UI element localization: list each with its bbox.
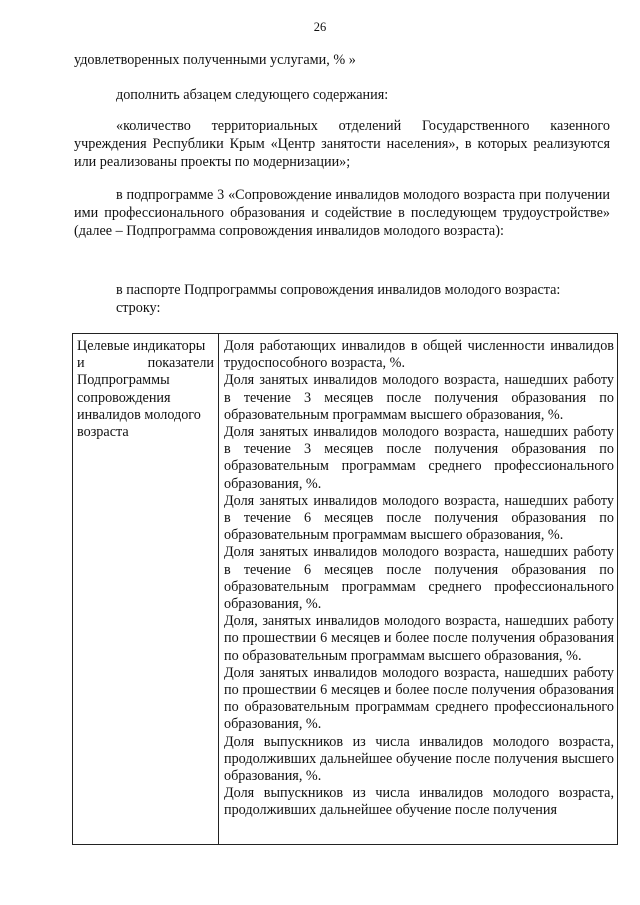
paragraph-quote: «количество территориальных отделений Государственного казенного учреждения Республики Крым «Центр занятости населения», в которых реализуются или реализованы проекты по модернизации»; xyxy=(74,118,610,170)
indicator-item: Доля выпускников из числа инвалидов молодого возраста, продолживших дальнейшее обучение после получения высшего образования, %. xyxy=(224,733,614,785)
table-cell-indicators xyxy=(224,338,614,820)
table-label-line: и показатели xyxy=(77,355,214,372)
paragraph-instruction: дополнить абзацем следующего содержания: xyxy=(116,87,389,103)
indicator-item: Доля занятых инвалидов молодого возраста, нашедших работу в течение 6 месяцев после получения образования по образовательным программам высшего образования, %. xyxy=(224,492,614,544)
indicator-item: Доля выпускников из числа инвалидов молодого возраста, продолживших дальнейшее обучение после получения xyxy=(224,785,614,819)
table-cell-label xyxy=(77,338,214,441)
indicator-item: Доля работающих инвалидов в общей численности инвалидов трудоспособного возраста, %. xyxy=(224,338,614,372)
page-number: 26 xyxy=(313,20,327,34)
indicator-item: Доля занятых инвалидов молодого возраста, нашедших работу по прошествии 6 месяцев и более после получения образования по образовательным программам среднего профессионального образования, %. xyxy=(224,664,614,733)
table-label-line: сопровождения xyxy=(77,389,171,406)
table-column-divider xyxy=(218,334,219,844)
table-label-line: инвалидов молодого xyxy=(77,406,201,423)
table-label-line: возраста xyxy=(77,424,129,441)
indicator-item: Доля, занятых инвалидов молодого возраста, нашедших работу по прошествии 6 месяцев и более после получения образования по образовательным программам высшего образования, %. xyxy=(224,613,614,664)
indicators-table xyxy=(72,333,618,845)
table-label-line: Подпрограммы xyxy=(77,372,170,389)
table-label-line: Целевые индикаторы xyxy=(77,338,206,354)
paragraph-passport: в паспорте Подпрограммы сопровождения инвалидов молодого возраста: xyxy=(116,282,561,298)
indicator-item: Доля занятых инвалидов молодого возраста, нашедших работу в течение 6 месяцев после получения образования по образовательным программам среднего профессионального образования, %. xyxy=(224,544,614,613)
indicator-item: Доля занятых инвалидов молодого возраста, нашедших работу в течение 3 месяцев после получения образования по образовательным программам среднего профессионального образования, %. xyxy=(224,424,614,492)
paragraph-subprogram: в подпрограмме 3 «Сопровождение инвалидов молодого возраста при получении ими профессионального образования и содействие в последующем трудоустройстве» (далее – Подпрограмма сопровождения инвалидов молодого возраста): xyxy=(74,187,610,239)
paragraph-continuation: удовлетворенных полученными услугами, % » xyxy=(74,52,356,68)
indicator-item: Доля занятых инвалидов молодого возраста, нашедших работу в течение 3 месяцев после получения образования по образовательным программам высшего образования, %. xyxy=(224,372,614,423)
paragraph-row: строку: xyxy=(116,300,161,316)
